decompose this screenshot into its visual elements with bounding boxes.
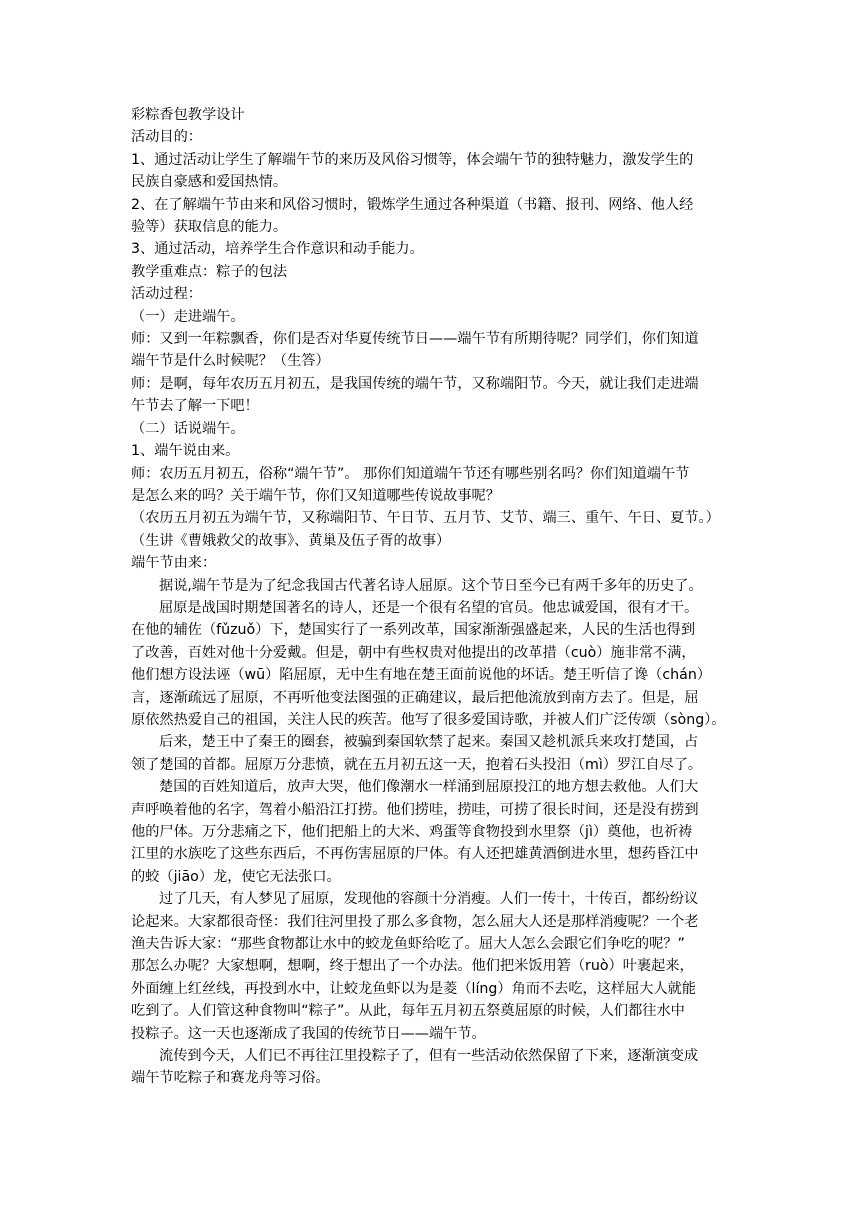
document-line: 领了楚国的首都。屈原万分悲愤，就在五月初五这一天，抱着石头投汨（mì）罗江自尽了。 <box>131 756 703 773</box>
document-line: 验等）获取信息的能力。 <box>131 219 288 236</box>
document-line: 过了几天，有人梦见了屈原，发现他的容颜十分消瘦。人们一传十，十传百，都纷纷议 <box>159 891 699 908</box>
document-line: 教学重难点：粽子的包法 <box>131 263 288 280</box>
document-line: 据说,端午节是为了纪念我国古代著名诗人屈原。这个节日至今已有两千多年的历史了。 <box>159 577 703 594</box>
document-line: 那怎么办呢？大家想啊，想啊，终于想出了一个办法。他们把米饭用箬（ruò）叶裹起来， <box>131 958 694 975</box>
document-line: 1、通过活动让学生了解端午节的来历及风俗习惯等，体会端午节的独特魅力，激发学生的 <box>131 151 694 168</box>
document-line: 3、通过活动，培养学生合作意识和动手能力。 <box>131 241 424 258</box>
document-line: 了改善，百姓对他十分爱戴。但是，朝中有些权贵对他提出的改革措（cuò）施非常不满， <box>131 644 696 661</box>
document-line: 活动过程： <box>131 286 202 303</box>
document-line: 外面缠上红丝线，再投到水中，让蛟龙鱼虾以为是菱（líng）角而不去吃，这样屈大人就能 <box>131 980 697 997</box>
document-line: 端午节吃粽子和赛龙舟等习俗。 <box>131 1070 330 1087</box>
document-line: 1、端午说由来。 <box>131 443 240 460</box>
document-line: 民族自豪感和爱国热情。 <box>131 174 288 191</box>
document-line: 端午节是什么时候呢？（生答） <box>131 353 330 370</box>
document-title: 彩粽香包教学设计 <box>131 107 245 123</box>
document-line: 声呼唤着他的名字，驾着小船沿江打捞。他们捞哇，捞哇，可捞了很长时间，还是没有捞到 <box>131 801 699 818</box>
document-line: 是怎么来的吗？关于端午节，你们又知道哪些传说故事呢？ <box>131 487 500 504</box>
document-line: 他的尸体。万分悲痛之下，他们把船上的大米、鸡蛋等食物投到水里祭（jì）奠他，也祈祷 <box>131 824 693 840</box>
document-line: 端午节由来： <box>131 555 217 572</box>
document-line: 屈原是战国时期楚国著名的诗人，还是一个很有名望的官员。他忠诚爱国，很有才干。 <box>159 599 699 616</box>
document-line: 他们想方设法诬（wū）陷屈原，无中生有地在楚王面前说他的坏话。楚王听信了谗（chán） <box>131 667 712 684</box>
document-line: 的蛟（jiāo）龙，使它无法张口。 <box>131 868 341 885</box>
document-line: 在他的辅佐（fǔzuǒ）下，楚国实行了一系列改革，国家渐渐强盛起来，人民的生活也得到 <box>131 622 696 639</box>
document-line: （一）走进端午。 <box>131 308 245 325</box>
document-line: 江里的水族吃了这些东西后，不再伤害屈原的尸体。有人还把雄黄酒倒进水里，想药昏江中 <box>131 846 699 863</box>
document-line: 原依然热爱自己的祖国，关注人民的疾苦。他写了很多爱国诗歌，并被人们广泛传颂（sòng）。 <box>131 711 726 728</box>
document-line: （农历五月初五为端午节，又称端阳节、午日节、五月节、艾节、端三、重午、午日、夏节。） <box>131 510 720 527</box>
document-line: 楚国的百姓知道后，放声大哭，他们像潮水一样涌到屈原投江的地方想去救他。人们大 <box>159 779 699 796</box>
document-line: 师：又到一年粽飘香，你们是否对华夏传统节日——端午节有所期待呢？同学们，你们知道 <box>131 331 699 348</box>
document-line: 后来，楚王中了秦王的圈套，被骗到秦国软禁了起来。秦国又趁机派兵来攻打楚国，占 <box>159 734 699 751</box>
document-line: 渔夫告诉大家：“那些食物都让水中的蛟龙鱼虾给吃了。屈大人怎么会跟它们争吃的呢？” <box>131 936 685 953</box>
document-line: 师：农历五月初五，俗称“端午节”。 那你们知道端午节还有哪些别名吗？你们知道端午节 <box>131 465 690 482</box>
document-line: 投粽子。这一天也逐渐成了我国的传统节日——端午节。 <box>131 1025 486 1042</box>
document-line: 2、在了解端午节由来和风俗习惯时，锻炼学生通过各种渠道（书籍、报刊、网络、他人经 <box>131 196 694 213</box>
document-line: 论起来。大家都很奇怪：我们往河里投了那么多食物，怎么屈大人还是那样消瘦呢？一个老 <box>131 913 699 930</box>
document-line: 言，逐渐疏远了屈原，不再听他变法图强的正确建议，最后把他流放到南方去了。但是，屈 <box>131 689 699 706</box>
document-page <box>131 104 731 1090</box>
document-line: （二）话说端午。 <box>131 420 245 437</box>
document-line: 流传到今天，人们已不再往江里投粽子了，但有一些活动依然保留了下来，逐渐演变成 <box>159 1048 699 1065</box>
document-line: （生讲《曹娥救父的故事》、黄巢及伍子胥的故事） <box>131 532 451 549</box>
document-line: 师：是啊，每年农历五月初五，是我国传统的端午节，又称端阳节。今天，就让我们走进端 <box>131 375 699 392</box>
document-body <box>131 126 731 1089</box>
document-line: 吃到了。人们管这种食物叫“粽子”。从此，每年五月初五祭奠屈原的时候，人们都往水中 <box>131 1003 685 1020</box>
document-line: 活动目的： <box>131 129 202 146</box>
document-line: 午节去了解一下吧！ <box>131 398 259 415</box>
